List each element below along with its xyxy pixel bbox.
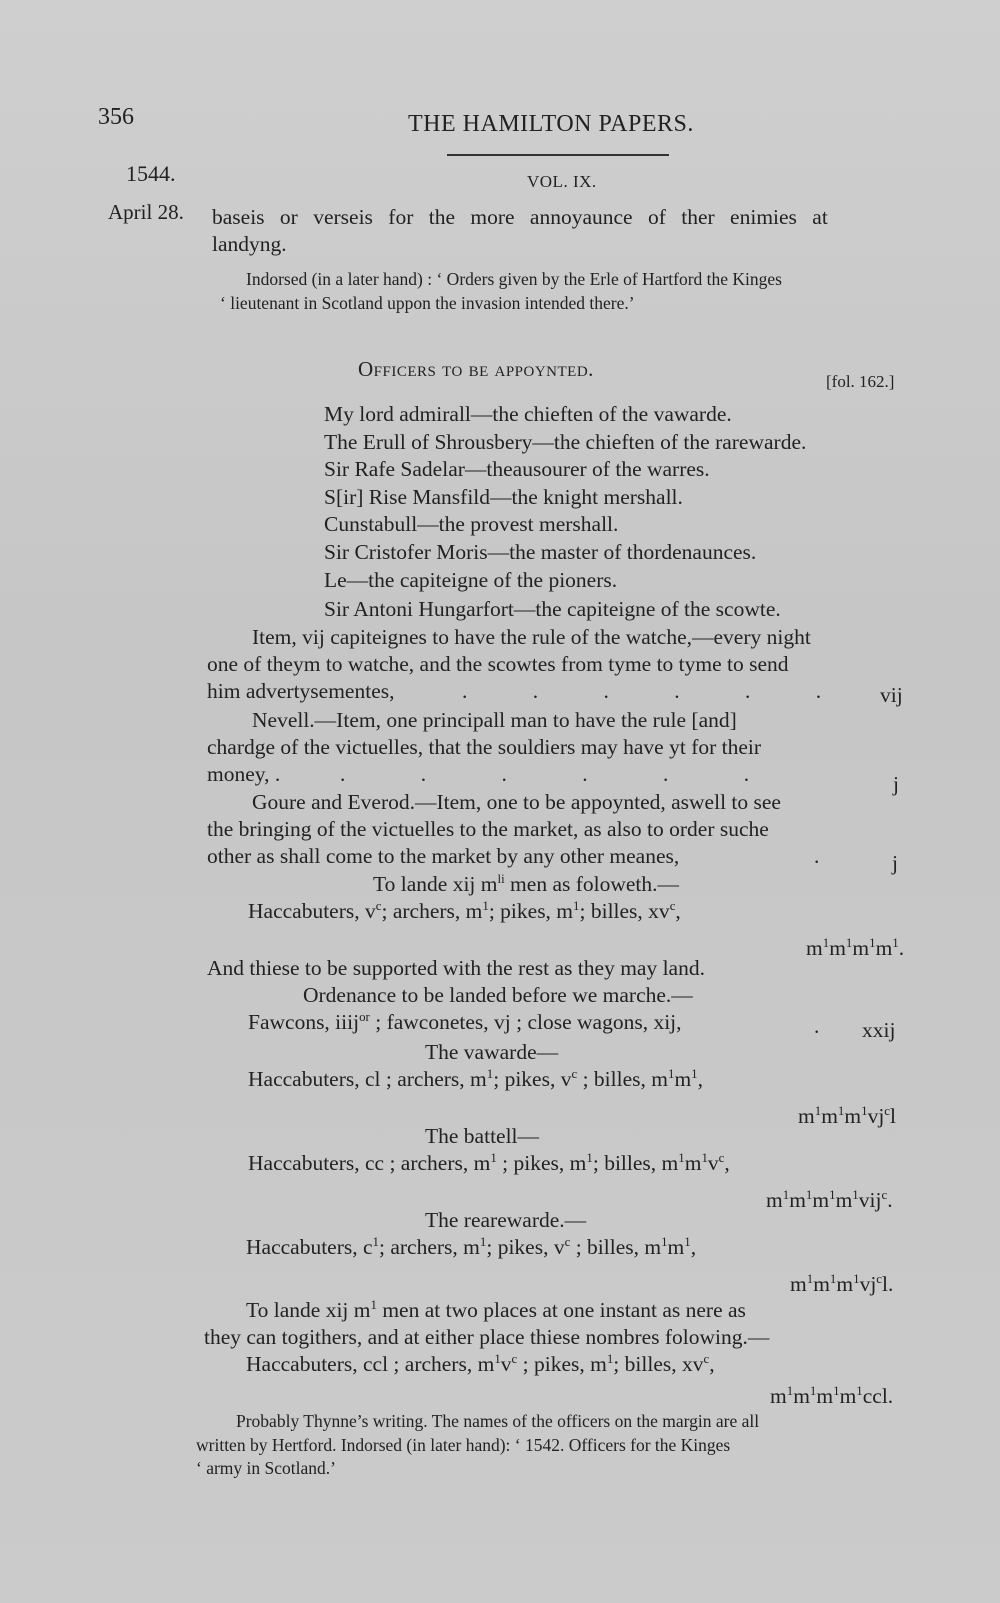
officer-line: Sir Cristofer Moris—the master of thordenaunces. — [324, 540, 757, 564]
officer-line: Cunstabull—the provest mershall. — [324, 512, 619, 536]
battell-line: Haccabuters, cc ; archers, $m^1$ ; pikes, $m^1$; billes, $m^1m^1v^c$, — [248, 1150, 730, 1175]
ordnance-amount: xxij — [862, 1018, 896, 1042]
officer-line: Sir Rafe Sadelar—theausourer of the warres. — [324, 457, 710, 481]
rearward-total: $m^1m^1m^1vj^cl$. — [790, 1271, 894, 1296]
vaward-total: $m^1m^1m^1vj^cl$ — [798, 1103, 897, 1128]
entry-line-2: landyng. — [212, 232, 287, 256]
footnote-line-3: ‘ army in Scotland.’ — [196, 1458, 336, 1478]
endorsement-line-2: ‘ lieutenant in Scotland uppon the invasion intended there.’ — [220, 293, 635, 313]
rearward-line: Haccabuters, $c^1$; archers, $m^1$; pikes, $v^c$ ; billes, $m^1m^1$, — [246, 1234, 697, 1259]
rearward-heading: The rearewarde.— — [425, 1208, 587, 1232]
leader-dots: . . . . . . — [340, 762, 750, 786]
entry-date: April 28. — [108, 200, 184, 224]
section-heading — [358, 357, 594, 382]
ordnance-line: Fawcons, iiij$^{or}$ ; fawconetes, vj ; close wagons, xij, — [248, 1009, 682, 1034]
support-line: And thiese to be supported with the rest as they may land. — [207, 956, 705, 980]
officer-line: My lord admirall—the chieften of the vawarde. — [324, 402, 732, 426]
footnote-line-2: written by Hertford. Indorsed (in later hand): ‘ 1542. Officers for the Kinges — [196, 1435, 731, 1455]
item-victuals-line-3: money, . — [207, 762, 281, 786]
leader-dot: . — [814, 1014, 820, 1038]
vaward-heading: The vawarde— — [425, 1040, 559, 1064]
battell-heading: The battell— — [425, 1124, 540, 1148]
item-victuals-line-1: Nevell.—Item, one principall man to have the rule [and] — [252, 708, 737, 732]
item-market-line-2: the bringing of the victuelles to the market, as also to order suche — [207, 817, 769, 841]
two-places-total: $m^1m^1m^1m^1ccl$. — [770, 1383, 894, 1408]
leader-dots: . . . . . . — [462, 679, 822, 703]
item-victuals-line-2: chardge of the victuelles, that the souldiers may have yt for their — [207, 735, 762, 759]
endorsement-line-1: Indorsed (in a later hand) : ‘ Orders given by the Erle of Hartford the Kinges — [246, 269, 782, 289]
officer-line: The Erull of Shrousbery—the chieften of the rarewarde. — [324, 430, 807, 454]
running-title: THE HAMILTON PAPERS. — [408, 111, 694, 137]
item-market-line-1: Goure and Everod.—Item, one to be appoynted, aswell to see — [252, 790, 781, 814]
entry-line-1: baseis or verseis for the more annoyaunce of ther enimies at — [212, 205, 828, 229]
two-places-force-line: Haccabuters, ccl ; archers, $m^1v^c$ ; pikes, $m^1$; billes, $xv^c$, — [246, 1351, 715, 1376]
officer-line: S[ir] Rise Mansfild—the knight mershall. — [324, 485, 683, 509]
item-market-amount: j — [892, 851, 898, 875]
vaward-line: Haccabuters, cl ; archers, $m^1$; pikes, $v^c$ ; billes, $m^1m^1$, — [248, 1066, 703, 1091]
section-heading-text: Officers to be appoynted. — [358, 357, 594, 381]
force-line: Haccabuters, $v^c$; archers, $m^1$; pikes, $m^1$; billes, $xv^c$, — [248, 898, 681, 923]
item-watch-amount: vij — [880, 683, 903, 707]
item-market-line-3: other as shall come to the market by any other meanes, — [207, 844, 680, 868]
two-places-line-2: they can togithers, and at either place thiese nombres folowing.— — [204, 1325, 770, 1349]
page-number: 356 — [98, 104, 134, 130]
officer-line: Sir Antoni Hungarfort—the capiteigne of the scowte. — [324, 597, 781, 621]
footnote-line-1: Probably Thynne’s writing. The names of the officers on the margin are all — [236, 1411, 760, 1431]
folio-reference: [fol. 162.] — [826, 372, 895, 391]
header-rule — [447, 154, 669, 156]
force-total: $m^1m^1m^1m^1$. — [806, 935, 905, 960]
item-watch-line-1: Item, vij capiteignes to have the rule of the watche,—every night — [252, 625, 811, 649]
battell-total: $m^1m^1m^1m^1vij^c$. — [766, 1187, 893, 1212]
ordnance-heading: Ordenance to be landed before we marche.— — [303, 983, 693, 1007]
item-watch-line-2: one of theym to watche, and the scowtes from tyme to tyme to send — [207, 652, 789, 676]
leader-dot: . — [814, 844, 820, 868]
landing-heading: To lande xij $m^{li}$ men as foloweth.— — [373, 871, 680, 896]
item-watch-line-3: him advertysementes, — [207, 679, 395, 703]
officer-line: Le—the capiteigne of the pioners. — [324, 568, 618, 592]
year-label: 1544. — [126, 161, 176, 186]
item-victuals-amount: j — [893, 772, 899, 796]
volume-label: VOL. IX. — [527, 172, 597, 191]
two-places-line-1: To lande xij $m^1$ men at two places at one instant as nere as — [246, 1297, 746, 1322]
